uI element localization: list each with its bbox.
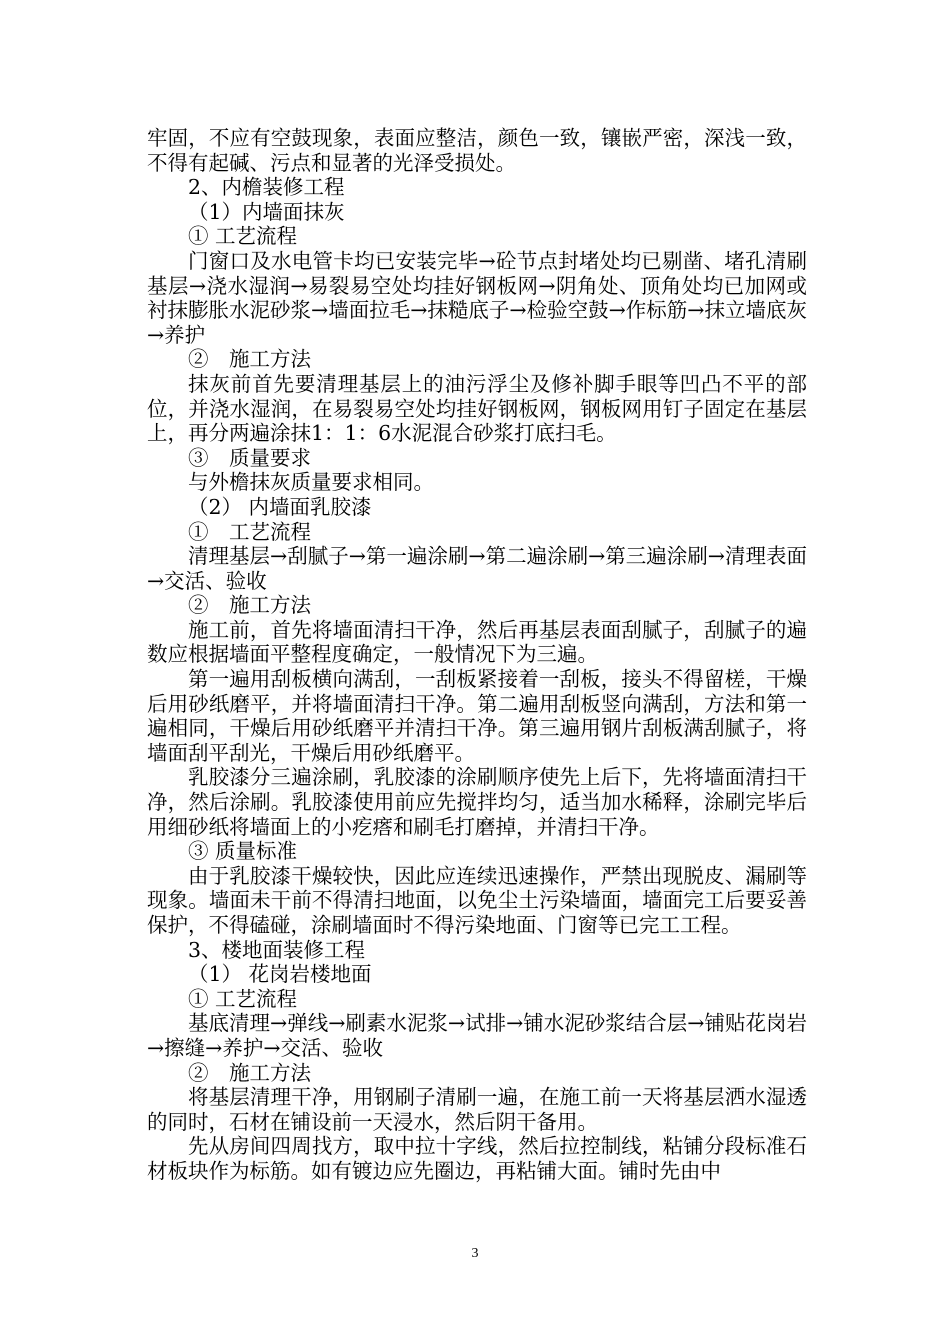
paragraph-method: 将基层清理干净，用钢刷子清刷一遍，在施工前一天将基层洒水湿透的同时，石材在铺设前一天浸水，然后阴干备用。 xyxy=(147,1085,807,1134)
subsection-heading-granite: （1） 花岗岩楼地面 xyxy=(188,962,372,987)
paragraph-process-flow: 基底清理→弹线→刷素水泥浆→试排→铺水泥砂浆结合层→铺贴花岗岩→擦缝→养护→交活、验收 xyxy=(147,1011,807,1060)
item-heading-process: ① 工艺流程 xyxy=(188,224,298,249)
section-heading-floor: 3、楼地面装修工程 xyxy=(188,937,366,962)
item-heading-method: ② 施工方法 xyxy=(188,347,311,372)
section-heading-interior: 2、内檐装修工程 xyxy=(188,175,345,200)
paragraph-quality: 由于乳胶漆干燥较快，因此应连续迅速操作，严禁出现脱皮、漏刷等现象。墙面未干前不得清扫地面，以免尘土污染墙面，墙面完工后要妥善保护，不得磕碰，涂刷墙面时不得污染地面、门窗等已完工工程。 xyxy=(147,863,807,937)
paragraph-continuation: 牢固，不应有空鼓现象，表面应整洁，颜色一致，镶嵌严密，深浅一致，不得有起碱、污点和显著的光泽受损处。 xyxy=(147,126,807,175)
paragraph-process-flow: 门窗口及水电管卡均已安装完毕→砼节点封堵处均已剔凿、堵孔清刷基层→浇水湿润→易裂易空处均挂好钢板网→阴角处、顶角处均已加网或衬抹膨胀水泥砂浆→墙面拉毛→抹糙底子→检验空鼓→作标筋→抹立墙底灰→养护 xyxy=(147,248,807,347)
paragraph-quality: 与外檐抹灰质量要求相同。 xyxy=(188,470,434,495)
item-heading-process: ① 工艺流程 xyxy=(188,986,298,1011)
paragraph-method: 先从房间四周找方，取中拉十字线，然后拉控制线，粘铺分段标准石材板块作为标筋。如有镀边应先圈边，再粘铺大面。铺时先由中 xyxy=(147,1134,807,1183)
item-heading-quality: ③ 质量标准 xyxy=(188,839,298,864)
page-number: 3 xyxy=(471,1246,479,1261)
paragraph-method: 第一遍用刮板横向满刮，一刮板紧接着一刮板，接头不得留槎，干燥后用砂纸磨平，并将墙面清扫干净。第二遍用刮板竖向满刮，方法和第一遍相同，干燥后用砂纸磨平并清扫干净。第三遍用钢片刮板满刮腻子，将墙面刮平刮光，干燥后用砂纸磨平。 xyxy=(147,667,807,765)
paragraph-method: 乳胶漆分三遍涂刷，乳胶漆的涂刷顺序使先上后下，先将墙面清扫干净，然后涂刷。乳胶漆使用前应先搅拌均匀，适当加水稀释，涂刷完毕后用细砂纸将墙面上的小疙瘩和刷毛打磨掉，并清扫干净。 xyxy=(147,765,807,839)
subsection-heading-latex: （2） 内墙面乳胶漆 xyxy=(188,494,372,519)
body-text xyxy=(147,126,807,1184)
item-heading-method: ② 施工方法 xyxy=(188,1060,311,1085)
paragraph-process-flow: 清理基层→刮腻子→第一遍涂刷→第二遍涂刷→第三遍涂刷→清理表面→交活、验收 xyxy=(147,544,807,593)
paragraph-method: 施工前，首先将墙面清扫干净，然后再基层表面刮腻子，刮腻子的遍数应根据墙面平整程度确定，一般情况下为三遍。 xyxy=(147,617,807,667)
item-heading-method: ② 施工方法 xyxy=(188,593,311,618)
paragraph-method: 抹灰前首先要清理基层上的油污浮尘及修补脚手眼等凹凸不平的部位，并浇水湿润，在易裂易空处均挂好钢板网，钢板网用钉子固定在基层上，再分两遍涂抹1：1：6水泥混合砂浆打底扫毛。 xyxy=(147,371,807,446)
item-heading-process: ① 工艺流程 xyxy=(188,519,311,544)
item-heading-quality: ③ 质量要求 xyxy=(188,445,311,470)
subsection-heading-plaster: （1）内墙面抹灰 xyxy=(188,199,345,224)
